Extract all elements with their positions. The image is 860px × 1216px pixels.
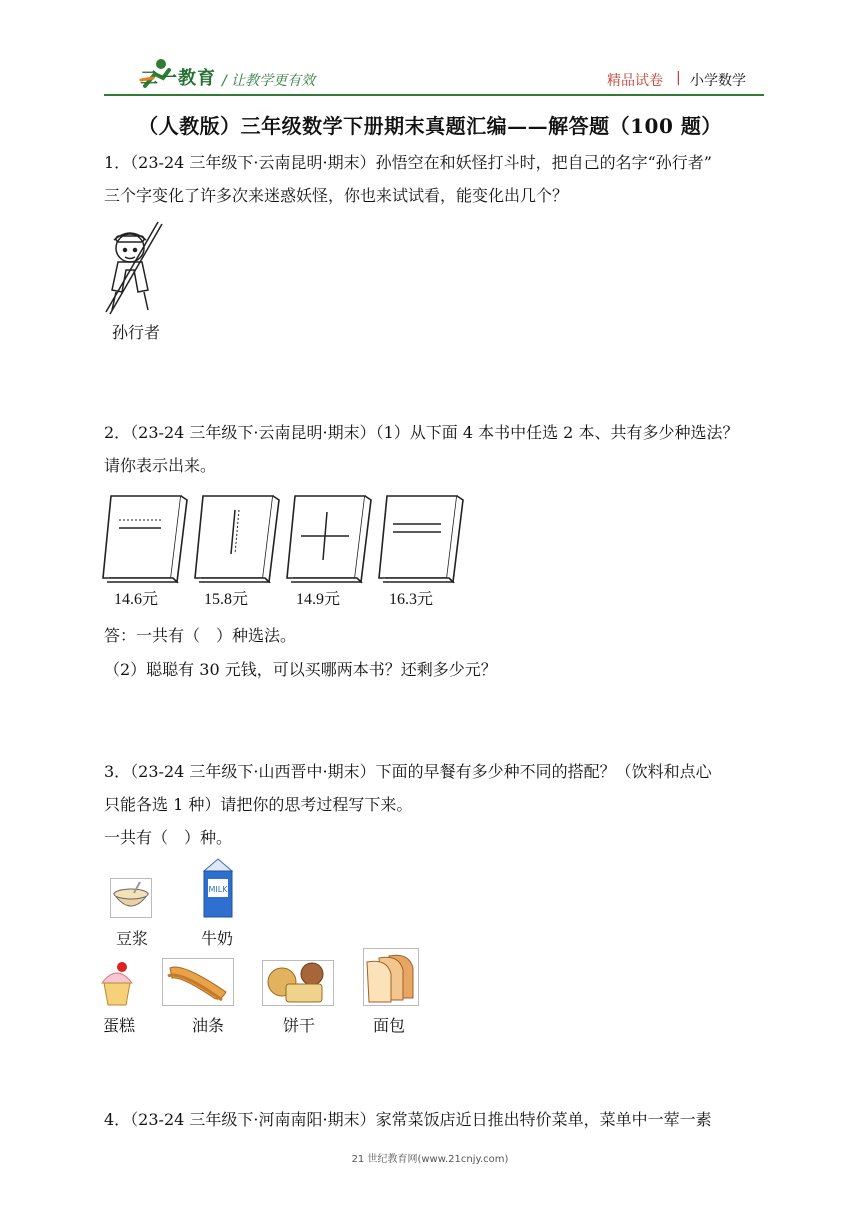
food-caption-biscuits: 饼干 [283,1016,316,1035]
book-3-icon [285,492,373,584]
biscuits-icon [262,960,334,1006]
monkey-king-icon [100,220,170,318]
header-separator: | [676,70,681,86]
page-title: （人教版）三年级数学下册期末真题汇编——解答题（100 题） [138,114,722,138]
q1-text-line1: 1．（23-24 三年级下·云南昆明·期末）孙悟空在和妖怪打斗时，把自己的名字“孙行者” [104,153,712,172]
q3-text-line3: 一共有（ ）种。 [104,828,233,847]
q2-part2: （2）聪聪有 30 元钱，可以买哪两本书？还剩多少元？ [104,660,497,679]
book-4-price: 16.3元 [389,591,434,608]
q1-image-caption: 孙行者 [112,325,161,342]
fried-dough-stick-icon [162,958,234,1006]
header-subject: 小学数学 [690,73,746,89]
book-1-price: 14.6元 [114,591,159,608]
svg-text:MILK: MILK [208,885,228,894]
q1-text-line2: 三个字变化了许多次来迷惑妖怪，你也来试试看，能变化出几个？ [104,186,569,205]
book-3-price: 14.9元 [296,591,341,608]
bread-icon [363,948,419,1006]
food-caption-bread: 面包 [373,1016,406,1035]
food-caption-cake: 蛋糕 [103,1016,136,1035]
book-2-icon [193,492,281,584]
book-2-price: 15.8元 [204,591,249,608]
q2-answer-line: 答：一共有（ ）种选法。 [104,626,297,645]
cupcake-icon [98,959,136,1007]
soy-milk-icon [110,878,152,918]
book-4-icon [377,492,465,584]
book-1-icon [101,492,189,584]
food-caption-milk: 牛奶 [201,929,234,948]
q2-text-line1: 2．（23-24 三年级下·云南昆明·期末）（1）从下面 4 本书中任选 2 本、共有多少种选法？ [104,423,739,442]
logo-text: 二一教育 [140,68,216,89]
food-caption-soy-milk: 豆浆 [116,929,149,948]
header-label: 精品试卷 [607,73,663,89]
slogan: / 让教学更有效 [222,73,316,89]
milk-carton-icon [198,857,238,919]
page-footer: 21 世纪教育网(www.21cnjy.com) [351,1154,509,1165]
q3-text-line2: 只能各选 1 种）请把你的思考过程写下来。 [104,795,413,814]
q2-text-line2: 请你表示出来。 [104,456,217,475]
q3-text-line1: 3．（23-24 三年级下·山西晋中·期末）下面的早餐有多少种不同的搭配？（饮料和点心 [104,762,712,781]
q4-text-line1: 4．（23-24 三年级下·河南南阳·期末）家常菜饭店近日推出特价菜单，菜单中一荤一素 [104,1110,712,1129]
header-divider [104,94,764,96]
food-caption-youtiao: 油条 [192,1016,225,1035]
